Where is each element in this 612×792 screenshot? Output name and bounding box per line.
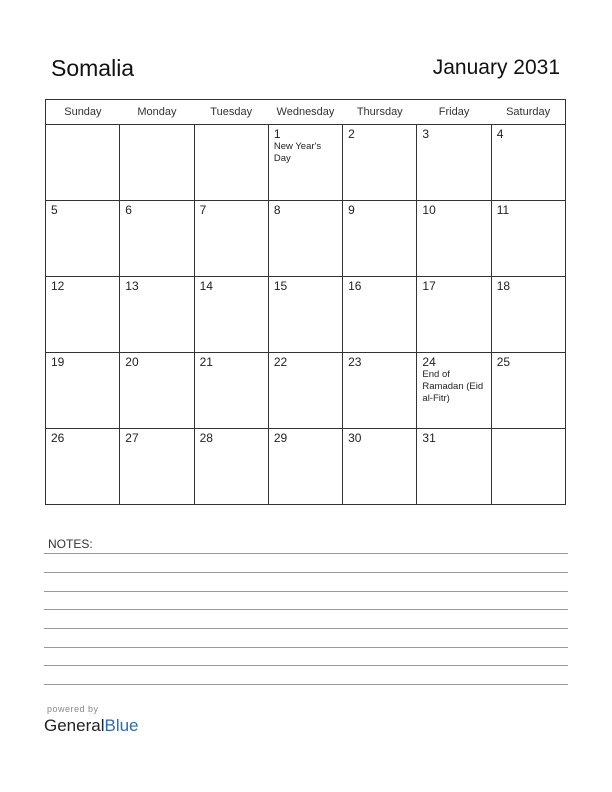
brand-blue: Blue [104, 716, 139, 735]
day-number: 18 [496, 279, 511, 293]
day-cell[interactable] [417, 277, 491, 353]
day-cell[interactable] [46, 353, 120, 429]
week-row [46, 429, 566, 505]
day-cell[interactable] [46, 277, 120, 353]
day-number: 23 [348, 355, 362, 369]
day-number: 11 [496, 203, 510, 217]
day-number: 12 [51, 279, 65, 293]
week-row [46, 201, 566, 277]
day-number: 29 [273, 431, 288, 445]
day-cell[interactable] [268, 429, 342, 505]
notes-line [44, 628, 568, 629]
day-cell[interactable] [343, 125, 417, 201]
weekday-sunday: Sunday [46, 100, 120, 125]
day-number: 2 [348, 127, 355, 141]
day-cell[interactable] [491, 277, 565, 353]
day-number: 3 [422, 127, 430, 141]
day-cell[interactable] [491, 353, 565, 429]
notes-line [44, 572, 568, 573]
weekday-saturday: Saturday [491, 100, 565, 125]
day-cell[interactable] [120, 277, 194, 353]
holiday-label: New Year's Day [273, 141, 322, 164]
day-cell[interactable] [120, 353, 194, 429]
day-cell[interactable] [194, 429, 268, 505]
day-cell[interactable] [46, 429, 120, 505]
day-cell[interactable] [491, 125, 565, 201]
day-number: 7 [199, 203, 207, 217]
day-number: 28 [199, 431, 213, 445]
day-number: 19 [51, 355, 65, 369]
powered-by-text: powered by [47, 704, 99, 714]
notes-label: NOTES: [48, 537, 93, 551]
empty-day-cell [491, 429, 565, 505]
day-number: 31 [422, 431, 436, 445]
day-number: 25 [496, 355, 511, 369]
day-cell[interactable] [194, 277, 268, 353]
weekday-wednesday: Wednesday [268, 100, 342, 125]
weekday-thursday: Thursday [343, 100, 417, 125]
day-number: 4 [496, 127, 504, 141]
day-number: 16 [348, 279, 362, 293]
day-cell[interactable] [194, 201, 268, 277]
day-cell[interactable] [417, 201, 491, 277]
day-cell[interactable] [417, 125, 491, 201]
day-number: 13 [125, 279, 139, 293]
day-number: 15 [273, 279, 288, 293]
day-number: 17 [422, 279, 436, 293]
day-number: 26 [51, 431, 65, 445]
day-cell[interactable] [268, 201, 342, 277]
weekday-header-row [46, 100, 566, 125]
day-number: 10 [422, 203, 436, 217]
day-number: 30 [348, 431, 362, 445]
day-cell[interactable] [268, 277, 342, 353]
day-number: 14 [199, 279, 213, 293]
holiday-label: End of Ramadan (Eid al-Fitr) [422, 369, 484, 404]
notes-line [44, 647, 568, 648]
calendar-grid [45, 99, 566, 505]
day-cell[interactable] [491, 201, 565, 277]
day-cell[interactable] [417, 429, 491, 505]
day-cell[interactable] [120, 201, 194, 277]
day-cell[interactable] [343, 201, 417, 277]
month-year-title: January 2031 [432, 56, 560, 79]
empty-day-cell [46, 125, 120, 201]
weekday-monday: Monday [120, 100, 194, 125]
day-cell[interactable] [194, 353, 268, 429]
day-number: 5 [51, 203, 58, 217]
brand-general: General [44, 716, 105, 735]
day-number: 20 [125, 355, 139, 369]
country-title: Somalia [51, 55, 135, 81]
day-number: 21 [199, 355, 213, 369]
weekday-friday: Friday [417, 100, 491, 125]
day-number: 6 [125, 203, 132, 217]
day-cell[interactable] [120, 429, 194, 505]
generalblue-logo[interactable] [44, 716, 139, 736]
day-number: 1 [273, 127, 281, 141]
empty-day-cell [120, 125, 194, 201]
notes-line [44, 665, 568, 666]
weekday-tuesday: Tuesday [194, 100, 268, 125]
day-number: 22 [273, 355, 288, 369]
week-row [46, 125, 566, 201]
day-cell[interactable] [343, 429, 417, 505]
day-number: 27 [125, 431, 139, 445]
week-row [46, 277, 566, 353]
day-cell[interactable] [343, 353, 417, 429]
day-cell[interactable] [46, 201, 120, 277]
day-number: 8 [273, 203, 281, 217]
empty-day-cell [194, 125, 268, 201]
notes-line [44, 684, 568, 685]
week-row [46, 353, 566, 429]
day-cell[interactable] [268, 353, 342, 429]
notes-line [44, 591, 568, 592]
day-cell[interactable] [343, 277, 417, 353]
day-cell[interactable] [417, 353, 491, 429]
day-cell[interactable] [268, 125, 342, 201]
notes-line [44, 553, 568, 554]
day-number: 24 [422, 355, 436, 369]
day-number: 9 [348, 203, 355, 217]
notes-line [44, 609, 568, 610]
